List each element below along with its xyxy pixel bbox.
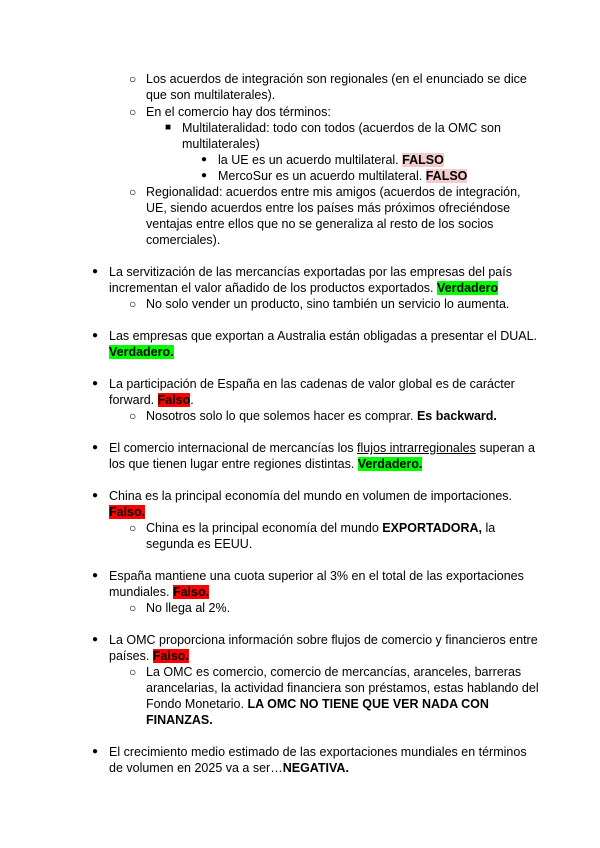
item-line	[109, 392, 194, 408]
item-line	[109, 760, 349, 776]
item-text: China es la principal economía del mundo	[146, 521, 383, 535]
item-text: Los acuerdos de integración son regionales (en el enunciado se dice	[146, 72, 527, 86]
item-text: El crecimiento medio estimado de las exportaciones mundiales en términos	[109, 745, 527, 759]
item-line	[109, 504, 145, 520]
circle-bullet-icon: ○	[129, 409, 137, 423]
true-tag: Verdadero.	[357, 457, 423, 471]
item-text: Nosotros solo lo que solemos hacer es comprar.	[146, 409, 417, 423]
underlined-text: flujos intrarregionales	[357, 441, 476, 455]
item-text: que son multilaterales).	[146, 88, 276, 102]
disc-bullet-icon: ●	[201, 154, 208, 165]
true-tag: Verdadero	[436, 281, 499, 295]
disc-bullet-icon: ●	[92, 570, 99, 581]
item-line	[109, 648, 189, 664]
item-text: España mantiene una cuota superior al 3% en el total de las exportaciones	[109, 569, 524, 583]
item-text: Las empresas que exportan a Australia están obligadas a presentar el DUAL.	[109, 329, 538, 343]
item-text: segunda es EEUU.	[146, 537, 253, 551]
item-text: comerciales).	[146, 233, 221, 247]
emphasis-text: EXPORTADORA,	[382, 521, 483, 535]
item-text: La servitización de las mercancías exportadas por las empresas del país	[109, 265, 512, 279]
disc-bullet-icon: ●	[92, 490, 99, 501]
disc-bullet-icon: ●	[92, 746, 99, 757]
disc-bullet-icon: ●	[92, 442, 99, 453]
item-text: No solo vender un producto, sino también un servicio lo aumenta.	[146, 297, 510, 311]
item-line	[109, 344, 174, 360]
disc-bullet-icon: ●	[92, 378, 99, 389]
item-text: El comercio internacional de mercancías los	[109, 441, 358, 455]
emphasis-text: NEGATIVA.	[282, 761, 349, 775]
item-text: arancelarias, la actividad financiera son préstamos, estas hablando del	[146, 681, 539, 695]
false-tag: Falso.	[152, 649, 189, 663]
square-bullet-icon: ■	[165, 122, 172, 133]
false-tag: Falso	[157, 393, 191, 407]
circle-bullet-icon: ○	[129, 297, 137, 311]
emphasis-text: FINANZAS.	[146, 713, 213, 727]
item-text: países.	[109, 649, 153, 663]
emphasis-text: LA OMC NO TIENE QUE VER NADA CON	[247, 697, 489, 711]
period: .	[190, 393, 194, 407]
item-text: Fondo Monetario.	[146, 697, 248, 711]
item-line	[218, 168, 467, 184]
false-tag: FALSO	[425, 169, 468, 183]
circle-bullet-icon: ○	[129, 185, 137, 199]
item-line	[218, 152, 444, 168]
circle-bullet-icon: ○	[129, 105, 137, 119]
item-line	[146, 696, 489, 712]
item-text: de volumen en 2025 va a ser…	[109, 761, 283, 775]
item-line	[109, 456, 422, 472]
item-line	[109, 280, 498, 296]
item-text: incrementan el valor añadido de los productos exportados.	[109, 281, 437, 295]
item-text: mundiales.	[109, 585, 173, 599]
disc-bullet-icon: ●	[92, 634, 99, 645]
item-text: multilaterales)	[182, 137, 260, 151]
item-text: MercoSur es un acuerdo multilateral.	[218, 169, 426, 183]
circle-bullet-icon: ○	[129, 601, 137, 615]
disc-bullet-icon: ●	[92, 330, 99, 341]
circle-bullet-icon: ○	[129, 521, 137, 535]
item-line	[146, 408, 497, 424]
item-text: La OMC proporciona información sobre flujos de comercio y financieros entre	[109, 633, 538, 647]
item-text: superan a	[475, 441, 535, 455]
item-text: La OMC es comercio, comercio de mercancías, aranceles, barreras	[146, 665, 522, 679]
item-text: Regionalidad: acuerdos entre mis amigos (acuerdos de integración,	[146, 185, 521, 199]
true-tag: Verdadero.	[109, 345, 174, 359]
item-line	[146, 520, 495, 536]
item-text: la	[482, 521, 496, 535]
item-text: UE, siendo acuerdos entre los países más próximos ofreciéndose	[146, 201, 511, 215]
circle-bullet-icon: ○	[129, 665, 137, 679]
item-text: la UE es un acuerdo multilateral.	[218, 153, 403, 167]
false-tag: Falso.	[109, 505, 146, 519]
item-text: No llega al 2%.	[146, 601, 231, 615]
emphasis-text: Es backward.	[416, 409, 497, 423]
disc-bullet-icon: ●	[201, 170, 208, 181]
item-text: En el comercio hay dos términos:	[146, 105, 331, 119]
circle-bullet-icon: ○	[129, 72, 137, 86]
item-line	[109, 584, 209, 600]
item-text: Multilateralidad: todo con todos (acuerdos de la OMC son	[182, 121, 501, 135]
false-tag: FALSO	[402, 153, 444, 167]
false-tag: Falso.	[172, 585, 210, 599]
item-text: los que tienen lugar entre regiones distintas.	[109, 457, 358, 471]
item-line	[109, 440, 535, 456]
disc-bullet-icon: ●	[92, 266, 99, 277]
item-text: ventajas entre ellos que no se generaliza al resto de los socios	[146, 217, 494, 231]
item-text: La participación de España en las cadenas de valor global es de carácter	[109, 377, 515, 391]
item-text: China es la principal economía del mundo en volumen de importaciones.	[109, 489, 513, 503]
item-text: forward.	[109, 393, 158, 407]
